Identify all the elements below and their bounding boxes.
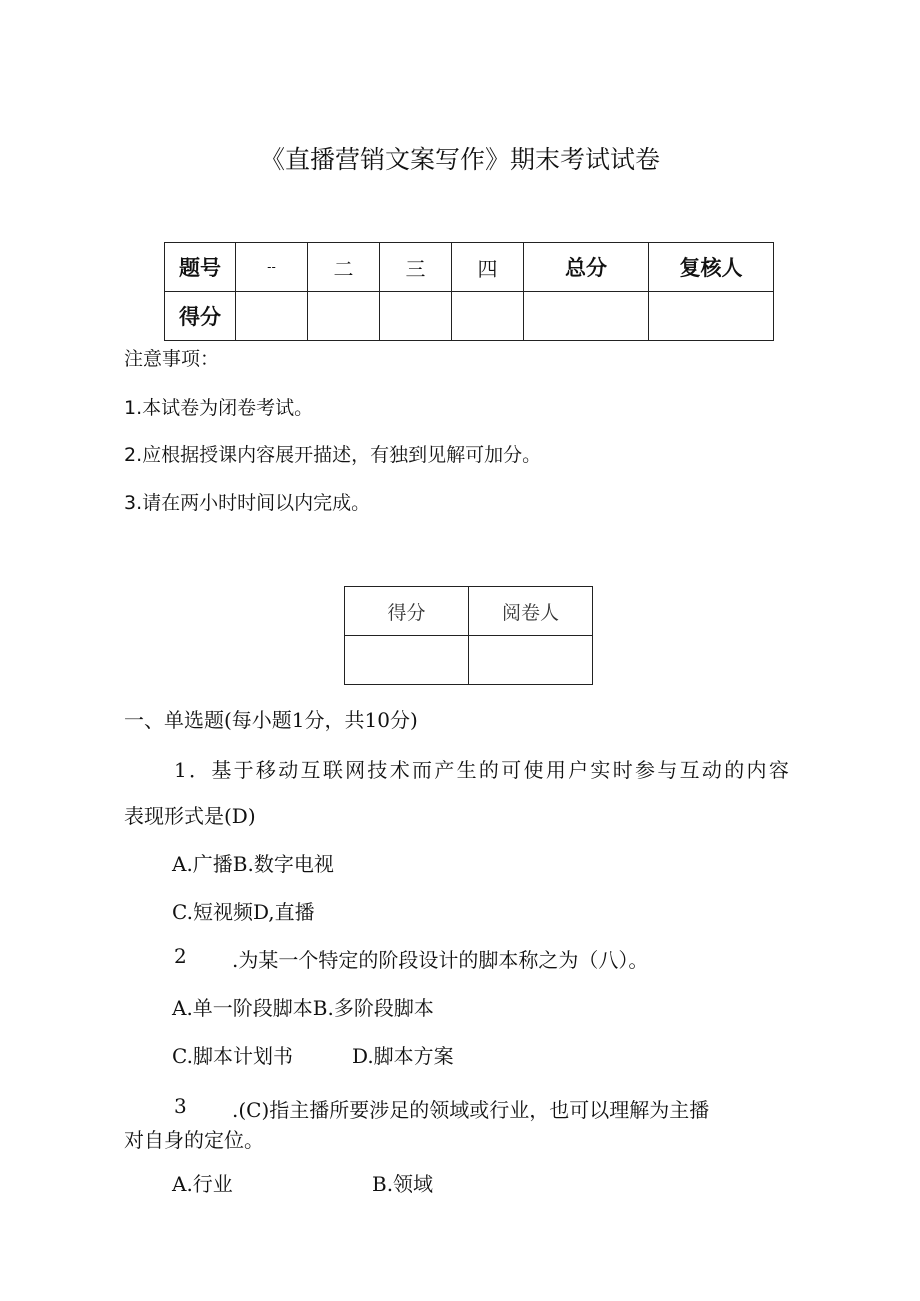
question-3-number: 3 [174, 1094, 187, 1118]
score-cell [380, 292, 452, 341]
question-3-option: A.行业 [172, 1172, 233, 1196]
grader-cell [345, 636, 469, 685]
score-table-header-cell: 题号 [165, 243, 236, 292]
grader-table-header-cell: 得分 [345, 587, 469, 636]
score-table-header-cell: 总分 [524, 243, 649, 292]
score-row-label: 得分 [165, 292, 236, 341]
score-cell [452, 292, 524, 341]
question-1-line: 表现形式是(D) [124, 804, 256, 828]
grader-cell [469, 636, 593, 685]
note-item: 3.请在两小时时间以内完成。 [124, 492, 371, 514]
score-table-header-cell: 二 [308, 243, 380, 292]
question-1-line: 1．基于移动互联网技术而产生的可使用户实时参与互动的内容 [174, 758, 792, 782]
exam-title: 《直播营销文案写作》期末考试试卷 [259, 145, 660, 174]
score-table-header-cell: 复核人 [649, 243, 774, 292]
question-1-option: A.广播B.数字电视 [172, 852, 334, 876]
note-item: 1.本试卷为闭卷考试。 [124, 397, 314, 419]
question-2-option: D.脚本方案 [352, 1044, 454, 1068]
grader-table-entry-row [345, 636, 593, 685]
question-3-text: .(C)指主播所要涉足的领域或行业，也可以理解为主播 [232, 1098, 710, 1122]
score-table-header-cell: -- [236, 243, 308, 292]
question-2-text: .为某一个特定的阶段设计的脚本称之为（八）。 [232, 948, 649, 972]
score-table-header-cell: 三 [380, 243, 452, 292]
note-item: 2.应根据授课内容展开描述，有独到见解可加分。 [124, 444, 542, 466]
grader-table-header-row [345, 587, 593, 636]
score-cell [524, 292, 649, 341]
question-2-option: C.脚本计划书 [172, 1044, 293, 1068]
question-2-option: A.单一阶段脚本B.多阶段脚本 [172, 996, 434, 1020]
grader-table [344, 586, 593, 685]
notes-heading: 注意事项： [124, 348, 220, 370]
score-table-header-cell: 四 [452, 243, 524, 292]
score-table [164, 242, 774, 341]
score-cell [236, 292, 308, 341]
question-2-number: 2 [174, 944, 187, 968]
grader-table-header-cell: 阅卷人 [469, 587, 593, 636]
question-3-option: B.领域 [372, 1172, 434, 1196]
question-3-line: 对自身的定位。 [124, 1128, 264, 1152]
score-cell [308, 292, 380, 341]
score-table-header-row [165, 243, 774, 292]
section-heading: 一、单选题(每小题1分，共10分) [124, 708, 418, 732]
question-1-option: C.短视频D,直播 [172, 900, 315, 924]
score-cell [649, 292, 774, 341]
score-table-score-row [165, 292, 774, 341]
